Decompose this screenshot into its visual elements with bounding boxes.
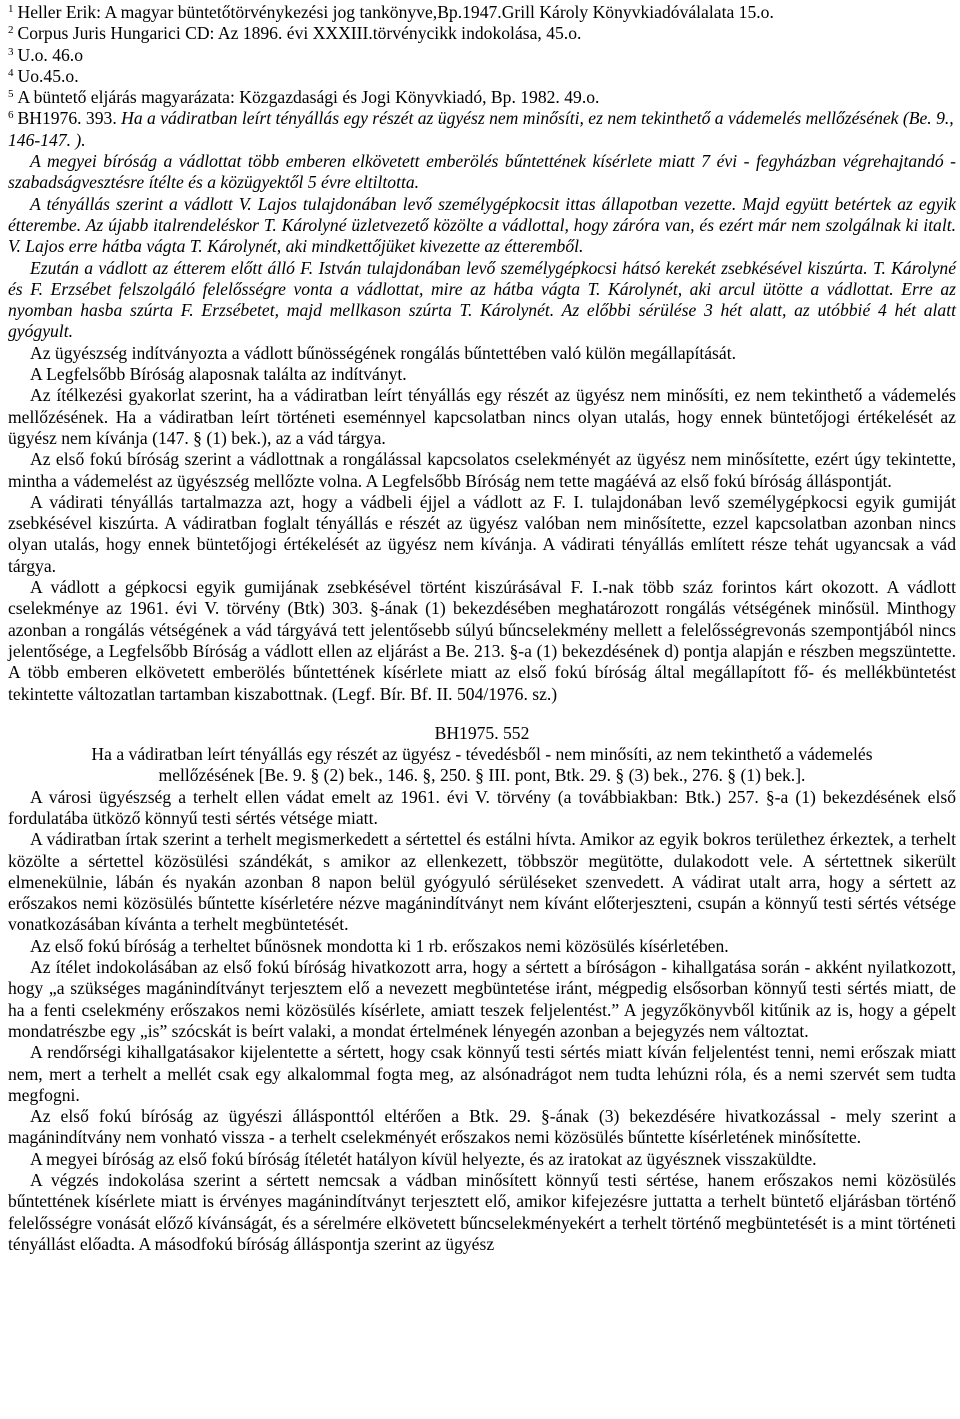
case-paragraph: A városi ügyészség a terhelt ellen vádat emelt az 1961. évi V. törvény (a továbbiakban: Btk.) 257. §-a (1) bekezdésének első fordulatába ütköző könnyű testi sértés vétsége miatt. (8, 786, 956, 828)
case-paragraph: Az ítélet indokolásában az első fokú bíróság hivatkozott arra, hogy a sértett a bíróságon - kihallgatása során - akként nyilatkozott, hogy „a szükséges magánindítványt terjesztem elő a nevezett megbüntetése iránt, mégpedig elsősorban könnyű testi sértés miatt, de ha a fenti cselekmény erőszakos nemi közösülés kísérlete, amiatt teszek feljelentést.” A jegyzőkönyvből kitűnik az is, hogy a gépelt mondatrészbe egy „is” szócskát is beírt valaki, a mondat értelmének lényegén azonban a bejegyzés nem változtat. (8, 957, 956, 1041)
footnote-5 (8, 87, 956, 108)
case-1975 (8, 723, 956, 1255)
footnote-text: BH1976. 393. (17, 108, 117, 129)
footnote-text: Corpus Juris Hungarici CD: Az 1896. évi XXXIII.törvénycikk indokolása, 45.o. (17, 23, 582, 44)
case-paragraph: Az ügyészség indítványozta a vádlott bűnösségének rongálás bűntettében való külön megállapítását. (30, 342, 736, 363)
footnote-number: 6 (8, 109, 14, 122)
footnote-2 (8, 23, 956, 44)
footnote-4 (8, 66, 956, 87)
footnote-text: A büntető eljárás magyarázata: Közgazdasági és Jogi Könyvkiadó, Bp. 1982. 49.o. (17, 87, 600, 108)
case-paragraph: A vádiratban írtak szerint a terhelt megismerkedett a sértettel és estálni hívta. Amikor az egyik bokros területhez érkeztek, a terhelt közölte a sértettel közösülési szándékát, s amikor az ellenkezett, többször megütötte, dulakodott vele. A sértettnek sikerült elmenekülnie, lábán és nyakán azonban 8 napon belül gyógyuló sérüléseket szenvedett. A vádirat utalt arra, hogy a sértett az erőszakos nemi közösülés bűntette kísérletére nézve magánindítványt nem kívánt előterjeszteni, csupán a könnyű testi sértés vétsége vonatkozásában kívánta a terhelt megbüntetését. (8, 829, 956, 935)
case-paragraph: A megyei bíróság az első fokú bíróság ítéletét hatályon kívül helyezte, és az iratokat az ügyésznek visszaküldte. (30, 1148, 817, 1169)
case-paragraph: A tényállás szerint a vádlott V. Lajos tulajdonában levő személygépkocsit ittas állapotban vezette. Majd együtt betértek az egyik étterembe. Az újabb italrendeléskor T. Károlyné üzletvezető közölte a vádlottal, hogy záróra van, és ezért már nem szolgálnak ki italt. V. Lajos erre hátba vágta T. Károlynét, aki mindkettőjüket kivezette az étteremből. (8, 193, 956, 257)
case-1976-body (8, 151, 956, 705)
case-paragraph: Az első fokú bíróság a terheltet bűnösnek mondotta ki 1 rb. erőszakos nemi közösülés kísérletében. (30, 935, 729, 956)
case-paragraph: A vádlott a gépkocsi egyik gumijának zsebkésével történt kiszúrásával F. I.-nak több száz forintos kárt okozott. A vádlott cselekménye az 1961. évi V. törvény (Btk) 303. §-ának (1) bekezdésében meghatározott rongálás vétségének minősül. Minthogy azonban a rongálás vétségének a vád tárgyává tett jelentősebb súlyú bűncselekmény mellett a felelősségrevonás szempontjából nincs jelentősége, a Legfelsőbb Bíróság a vádlott ellen az eljárást a Be. 213. §-a (1) bekezdésének d) pontja alapján e részben megszüntette. A több emberen elkövetett emberölés bűntettének kísérlete miatt az első fokú bíróság által megállapított fő- és mellékbüntetést tekintette változatlan tartamban kiszabottnak. (Legf. Bír. Bf. II. 504/1976. sz.) (8, 577, 956, 704)
footnote-6 (8, 108, 956, 151)
case-paragraph: A Legfelsőbb Bíróság alaposnak találta az indítványt. (30, 364, 407, 385)
footnote-text: U.o. 46.o (17, 44, 83, 65)
footnote-1 (8, 2, 956, 23)
case-paragraph: A megyei bíróság a vádlottat több emberen elkövetett emberölés bűntettének kísérlete miatt 7 évi - fegyházban végrehajtandó - szabadságvesztésre ítélte és a közügyektől 5 évre eltiltotta. (8, 151, 956, 193)
footnote-3 (8, 45, 956, 66)
case-paragraph: Az ítélkezési gyakorlat szerint, ha a vádiratban leírt tényállás egy részét az ügyész nem minősíti, ez nem tekinthető a vádemelés mellőzésének. Ha a vádiratban leírt történeti eseménnyel kapcsolatban nincs olyan utalás, hogy ennek büntetőjogi értékelését az ügyész nem kívánja (147. § (1) bek.), az a vád tárgya. (8, 385, 956, 448)
case-paragraph: Az első fokú bíróság szerint a vádlottnak a rongálással kapcsolatos cselekményét az ügyész nem minősítette, ezért úgy tekintette, mintha a vádemelést az ügyészség mellőzte volna. A Legfelsőbb Bíróság nem tette magáévá az első fokú bíróság álláspontját. (8, 449, 956, 491)
document-page (8, 2, 956, 1255)
footnotes (8, 2, 956, 151)
case-paragraph: Ezután a vádlott az étterem előtt álló F. István tulajdonában levő személygépkocsi hátsó kerekét zsebkésével kiszúrta. T. Károlyné és F. Erzsébet felszolgáló felelősségre vonta a vádlottat, mire az hátba vágta T. Károlynét, aki arcul ütötte a vádlottat. Erre az nyomban hasba szúrta F. Erzsébetet, majd mellkason szúrta T. Károlynét. Az előbbi sérülése 3 hét alatt, az utóbbié 4 hét alatt gyógyult. (8, 257, 956, 342)
case-paragraph: Az első fokú bíróság az ügyészi állásponttól eltérően a Btk. 29. §-ának (3) bekezdésére hivatkozással - mely szerint a magánindítvány nem vonható vissza - a terhelt cselekményét erőszakos nemi közösülés bűntette kísérletének minősítette. (8, 1106, 956, 1148)
footnote-number: 2 (8, 24, 14, 37)
case-paragraph: A rendőrségi kihallgatásakor kijelentette a sértett, hogy csak könnyű testi sértés miatt kíván feljelentést tenni, nemi erőszak miatt nem, mert a terhelt a mellét csak egy alkalommal fogta meg, az alsónadrágot nem tudta lehúzni róla, és a nemi szervét sem tudta megfogni. (8, 1042, 956, 1105)
footnote-italic-text: Ha a vádiratban leírt tényállás egy részét az ügyész nem minősíti, ez nem tekinthető a vádemelés mellőzésének (Be. 9., 146-147. ). (8, 108, 954, 150)
footnote-text: Heller Erik: A magyar büntetőtörvénykezési jog tankönyve,Bp.1947.Grill Károly Könyvkiadóválalata 15.o. (17, 2, 774, 22)
footnote-number: 1 (8, 3, 14, 15)
case-paragraph: A végzés indokolása szerint a sértett nemcsak a vádban minősített könnyű testi sértése, hanem erőszakos nemi közösülés bűntettének kísérlete miatt is érvényes magánindítványt terjesztett elő, amikor kifejezésre juttatta a terhelt büntető eljárásban történő felelősségre vonását előző kívánságát, és a sérelmére elkövetett bűncselekményekért a terhelt történő megbüntetését is a mint történeti tényállást előadta. A másodfokú bíróság álláspontja szerint az ügyész (8, 1170, 956, 1254)
footnote-text: Uo.45.o. (17, 65, 79, 86)
footnote-number: 5 (8, 88, 14, 101)
footnote-number: 4 (8, 66, 14, 79)
footnote-number: 3 (8, 45, 14, 58)
case-summary: Ha a vádiratban leírt tényállás egy részét az ügyész - tévedésből - nem minősíti, az nem tekinthető a vádemelés mellőzésének [Be. 9. § (2) bek., 146. §, 250. § III. pont, Btk. 29. § (3) bek., 276. § (1) bek.]. (91, 744, 873, 786)
case-heading: BH1975. 552 (434, 722, 530, 743)
case-paragraph: A vádirati tényállás tartalmazza azt, hogy a vádbeli éjjel a vádlott az F. I. tulajdonában levő személygépkocsi egyik gumiját zsebkésével kiszúrta. A vádiratban foglalt tényállás e részét az ügyész valóban nem minősítette, ezzel kapcsolatban azonban nincs olyan utalás, hogy ennek büntetőjogi értékelését az ügyész nem kívánja. A vádirati tényállás említett része tehát ugyancsak a vád tárgya. (8, 491, 956, 576)
